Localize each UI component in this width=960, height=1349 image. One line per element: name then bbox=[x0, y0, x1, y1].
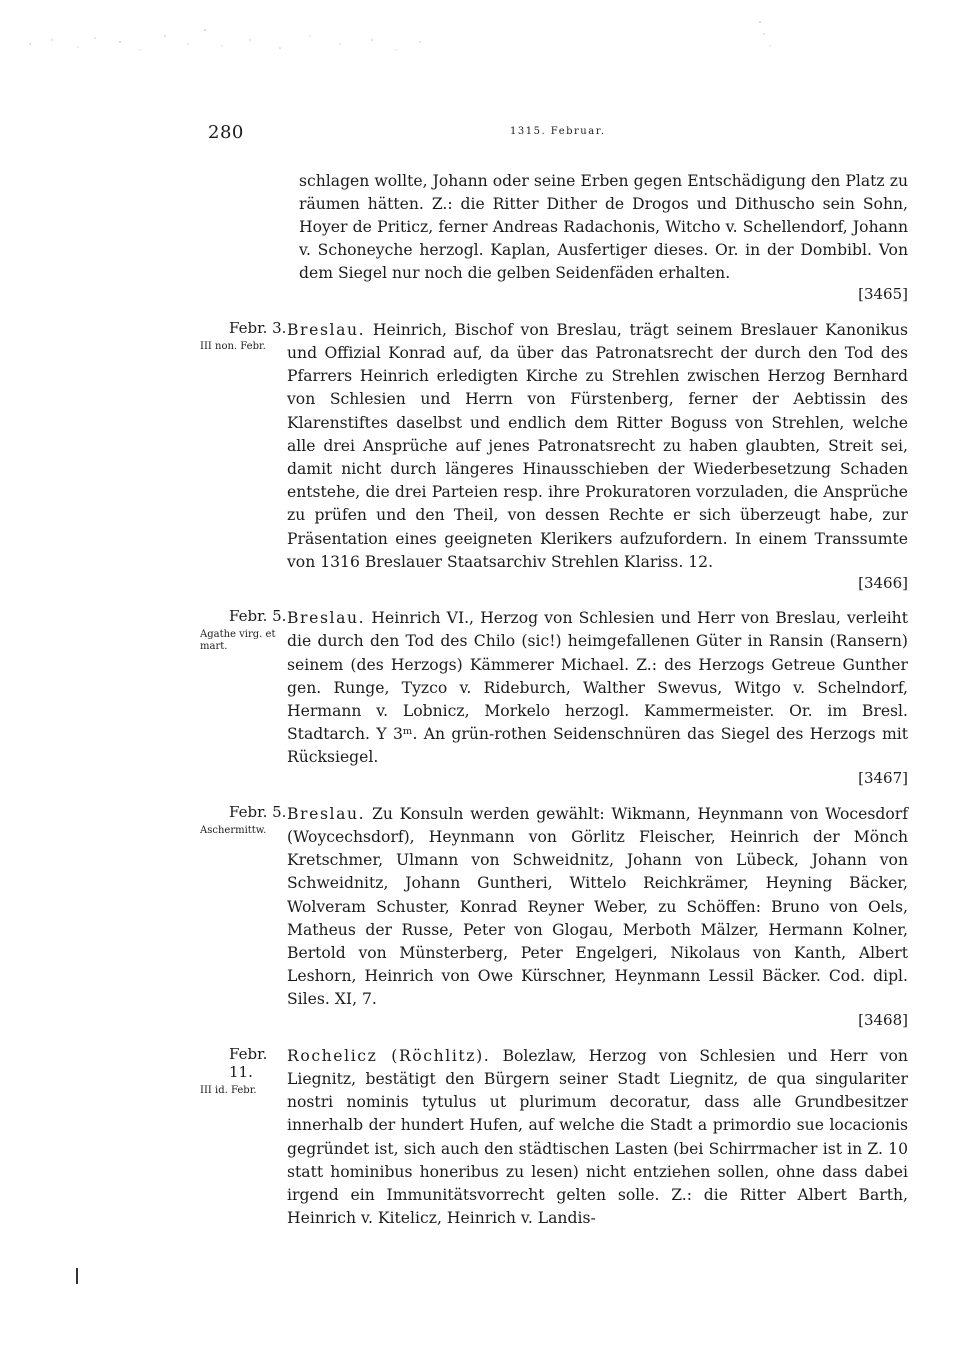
margin-note bbox=[200, 803, 292, 837]
regest-entry-3466 bbox=[0, 319, 960, 592]
scan-noise bbox=[0, 0, 960, 70]
regest-entry-3469 bbox=[0, 1045, 960, 1231]
margin-feast: Aschermittw. bbox=[200, 824, 267, 836]
regest-entry-3468 bbox=[0, 803, 960, 1029]
regest-place: Breslau. bbox=[287, 804, 366, 823]
regest-number: [3466] bbox=[858, 573, 908, 592]
margin-feast: Agathe virg. et mart. bbox=[200, 629, 276, 653]
scan-mark bbox=[76, 1268, 78, 1284]
margin-feast: III non. Febr. bbox=[200, 340, 266, 352]
document-body bbox=[0, 154, 960, 1246]
margin-note bbox=[200, 607, 292, 653]
regest-text: Heinrich VI., Herzog von Schlesien und Herr von Breslau, verleiht die durch den Tod des Chilo (sic!) heimgefallenen Güter in Ransin (Ransern) seinem (des Herzogs) Kämmerer Michael. Z.: des Herzogs Getreue Gunther gen. Runge, Tyzco v. Rideburch, Walther Swevus, Witgo v. Schelndorf, Hermann v. Lobnicz, Morkelo herzogl. Kammermeister. Or. im Bresl. Stadtarch. Y 3ᵐ. An grün-rothen Seidenschnüren das Siegel des Herzogs mit Rücksiegel. bbox=[287, 609, 908, 767]
page-number: 280 bbox=[208, 122, 244, 143]
regest-body bbox=[287, 607, 908, 769]
regest-number: [3467] bbox=[858, 769, 908, 788]
regest-text: Zu Konsuln werden gewählt: Wikmann, Heynmann von Wocesdorf (Woycechsdorf), Heynmann von Görlitz Fleischer, Heinrich der Mönch Kretschmer, Ulmann von Schweidnitz, Johann von Lübeck, Johann von Schweidnitz, Johann Guntheri, Wittelo Reichkrämer, Heyning Bäcker, Wolveram Schuster, Konrad Reyner Weber, zu Schöffen: Bruno von Oels, Matheus der Russe, Peter von Glogau, Merboth Mälzer, Hermann Kolner, Bertold von Münsterberg, Peter Engelgeri, Nikolaus von Kanth, Albert Leshorn, Heinrich von Owe Kürschner, Heynmann Lessil Bäcker. Cod. dipl. Siles. XI, 7. bbox=[287, 804, 908, 1009]
running-head: 1315. Februar. bbox=[510, 126, 606, 137]
regest-body bbox=[287, 1045, 908, 1231]
page-header bbox=[208, 120, 908, 150]
regest-text: schlagen wollte, Johann oder seine Erben gegen Entschädigung den Platz zu räumen hätten. Z.: die Ritter Dither de Drogos und Dithuscho sein Sohn, Hoyer de Priticz, ferner Andreas Radachonis, Witcho v. Schellendorf, Johann v. Schoneyche herzogl. Kaplan, Ausfertiger dieses. Or. in der Dombibl. Von dem Siegel nur noch die gelben Seidenfäden erhalten. bbox=[299, 171, 908, 283]
margin-note bbox=[200, 1045, 292, 1097]
margin-date: Febr. 5. bbox=[229, 802, 287, 821]
regest-place: Breslau. bbox=[287, 609, 366, 628]
regest-number: [3468] bbox=[858, 1011, 908, 1030]
regest-place: Breslau. bbox=[287, 320, 366, 339]
margin-note bbox=[200, 319, 292, 353]
margin-feast: III id. Febr. bbox=[200, 1084, 257, 1096]
regest-body bbox=[287, 803, 908, 1012]
margin-date: Febr. 11. bbox=[229, 1044, 268, 1081]
regest-body bbox=[287, 319, 908, 574]
regest-number: [3465] bbox=[858, 285, 908, 304]
regest-entry-3465 bbox=[0, 170, 960, 304]
regest-entry-3467 bbox=[0, 607, 960, 787]
regest-place: Rochelicz (Röchlitz). bbox=[287, 1046, 491, 1065]
regest-text: Bolezlaw, Herzog von Schlesien und Herr von Liegnitz, bestätigt den Bürgern seiner Stadt Liegnitz, de qua singulariter nostri nominis tytulus ut plurimum decoratur, dass alle Grundbesitzer innerhalb der hundert Hufen, auf welche die Stadt a primordio sue locacionis gegründet ist, sich auch den städtischen Lasten (bei Schirrmacher ist in Z. 10 statt hominibus honeribus zu lesen) nicht entziehen sollen, ohne dass dabei irgend ein Immunitätsvorrecht gelten solle. Z.: die Ritter Albert Barth, Heinrich v. Kitelicz, Heinrich v. Landis- bbox=[287, 1046, 908, 1228]
margin-date: Febr. 5. bbox=[229, 607, 287, 626]
margin-date: Febr. 3. bbox=[229, 318, 287, 337]
regest-text: Heinrich, Bischof von Breslau, trägt seinem Breslauer Kanonikus und Offizial Konrad auf, da über das Patronatsrecht der durch den Tod des Pfarrers Heinrich erledigten Kirche zu Strehlen zwischen Herzog Bernhard von Schlesien und Herrn von Fürstenberg, ferner der Aebtissin des Klarenstiftes daselbst und endlich dem Ritter Boguss von Strehlen, welche alle drei Ansprüche auf jenes Patronatsrecht zu haben glaubten, Streit sei, damit nicht durch längeres Hinausschieben der Wiederbesetzung Schaden entstehe, die drei Parteien resp. ihre Prokuratoren vorzuladen, die Ansprüche zu prüfen und den Theil, von dessen Rechte er sich überzeugt habe, zur Präsentation eines geeigneten Klerikers aufzufordern. In einem Transsumte von 1316 Breslauer Staatsarchiv Strehlen Klariss. 12. bbox=[287, 320, 908, 571]
